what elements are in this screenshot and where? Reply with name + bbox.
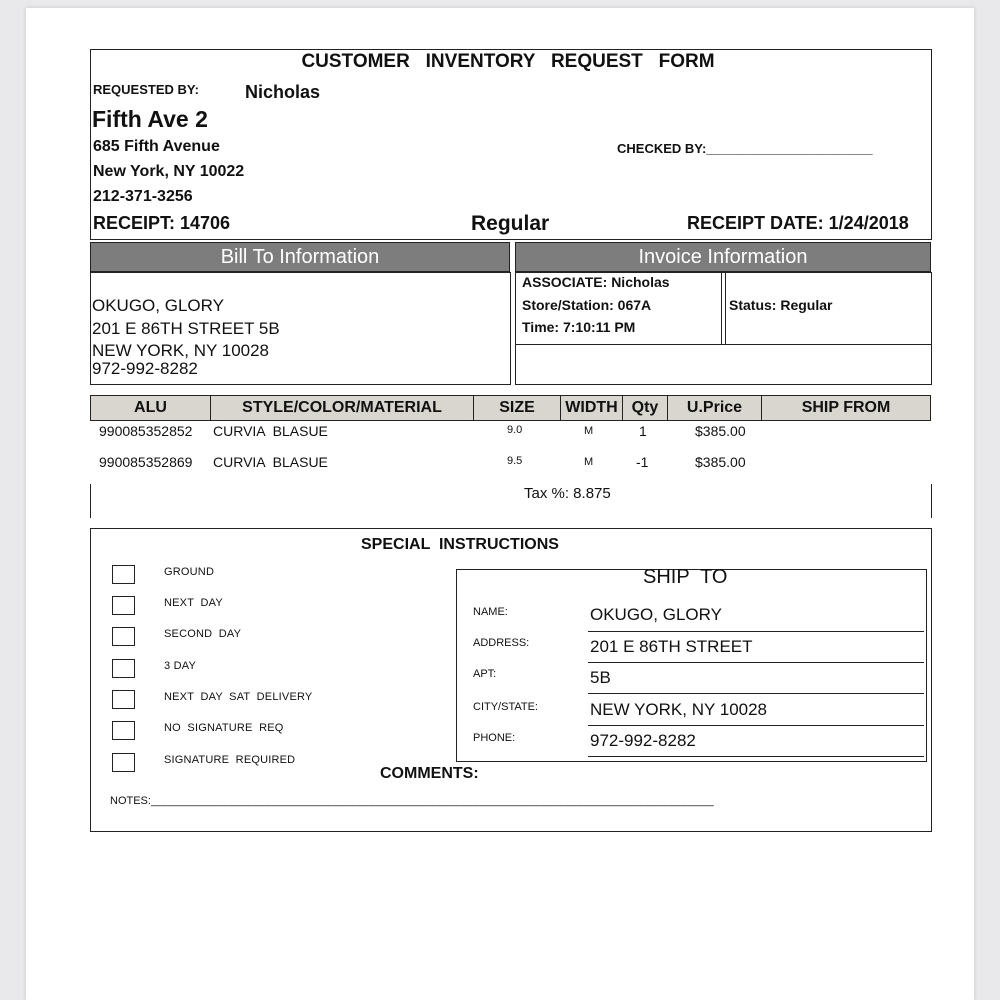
checkbox-signature-required[interactable] — [112, 753, 135, 772]
requested-by-value: Nicholas — [245, 82, 321, 102]
bill-to-header: Bill To Information — [90, 242, 510, 272]
option-label: SIGNATURE REQUIRED — [164, 754, 296, 766]
checkbox-no-signature[interactable] — [112, 721, 135, 740]
ship-city-label: CITY/STATE: — [473, 701, 538, 713]
row-price: $385.00 — [695, 454, 746, 470]
receipt-type: Regular — [471, 212, 550, 235]
checked-by: CHECKED BY:_______________________ — [617, 141, 873, 156]
invoice-divider-h — [515, 344, 932, 345]
checkbox-next-day[interactable] — [112, 596, 135, 615]
ship-phone-label: PHONE: — [473, 732, 516, 744]
row-style: CURVIA BLASUE — [213, 454, 328, 470]
tax-rate: Tax %: 8.875 — [524, 485, 611, 502]
ship-city: NEW YORK, NY 10028 — [590, 700, 768, 719]
invoice-header: Invoice Information — [515, 242, 931, 272]
notes-line: NOTES:____________________________________________________________________________________________ — [110, 795, 714, 807]
invoice-station: Store/Station: 067A — [522, 297, 652, 313]
checkbox-next-day-sat[interactable] — [112, 690, 135, 709]
table-right-edge — [931, 484, 932, 518]
ship-to-title: SHIP TO — [643, 566, 728, 588]
bill-to-street: 201 E 86TH STREET 5B — [92, 319, 280, 338]
ship-apt: 5B — [590, 668, 611, 687]
invoice-status: Status: Regular — [729, 297, 833, 313]
col-header-qty: Qty — [623, 395, 668, 421]
ship-name: OKUGO, GLORY — [590, 605, 722, 624]
row-alu: 990085352869 — [99, 454, 193, 470]
col-header-ship-from: SHIP FROM — [762, 395, 931, 421]
row-qty: -1 — [636, 454, 649, 470]
store-phone: 212-371-3256 — [93, 188, 193, 205]
row-price: $385.00 — [695, 423, 746, 439]
option-label: GROUND — [164, 566, 215, 578]
requested-by-label: REQUESTED BY: — [93, 82, 199, 97]
receipt-date: RECEIPT DATE: 1/24/2018 — [687, 213, 909, 233]
store-name: Fifth Ave 2 — [92, 106, 208, 132]
row-width: M — [584, 456, 594, 468]
ship-address-label: ADDRESS: — [473, 637, 530, 649]
form-title: CUSTOMER INVENTORY REQUEST FORM — [301, 51, 715, 72]
ship-phone-line — [588, 756, 924, 757]
checkbox-3-day[interactable] — [112, 659, 135, 678]
invoice-time: Time: 7:10:11 PM — [522, 319, 636, 335]
ship-city-line — [588, 725, 924, 726]
row-width: M — [584, 425, 594, 437]
row-size: 9.5 — [507, 455, 523, 467]
invoice-associate: ASSOCIATE: Nicholas — [522, 274, 670, 290]
ship-phone: 972-992-8282 — [590, 731, 696, 750]
option-label: NEXT DAY — [164, 597, 223, 609]
store-city: New York, NY 10022 — [93, 163, 245, 180]
col-header-alu: ALU — [90, 395, 211, 421]
option-label: 3 DAY — [164, 660, 196, 672]
row-qty: 1 — [639, 423, 647, 439]
special-instructions-title: SPECIAL INSTRUCTIONS — [361, 536, 559, 553]
col-header-style: STYLE/COLOR/MATERIAL — [211, 395, 474, 421]
row-style: CURVIA BLASUE — [213, 423, 328, 439]
col-header-size: SIZE — [474, 395, 561, 421]
ship-apt-line — [588, 693, 924, 694]
store-address: 685 Fifth Avenue — [93, 138, 220, 155]
col-header-price: U.Price — [668, 395, 762, 421]
ship-address-line — [588, 662, 924, 663]
comments-label: COMMENTS: — [380, 765, 479, 782]
ship-address: 201 E 86TH STREET — [590, 637, 753, 656]
option-label: NO SIGNATURE REQ — [164, 722, 284, 734]
bill-to-city: NEW YORK, NY 10028 — [92, 341, 270, 360]
col-header-width: WIDTH — [561, 395, 623, 421]
invoice-divider-v — [721, 272, 722, 344]
table-left-edge — [90, 484, 91, 518]
ship-apt-label: APT: — [473, 668, 497, 680]
invoice-divider-v2 — [725, 272, 726, 344]
checkbox-ground[interactable] — [112, 565, 135, 584]
receipt-number: RECEIPT: 14706 — [93, 213, 231, 233]
row-alu: 990085352852 — [99, 423, 193, 439]
checkbox-second-day[interactable] — [112, 627, 135, 646]
row-size: 9.0 — [507, 424, 523, 436]
ship-name-label: NAME: — [473, 606, 508, 618]
bill-to-name: OKUGO, GLORY — [92, 296, 224, 315]
bill-to-phone: 972-992-8282 — [92, 359, 198, 378]
option-label: SECOND DAY — [164, 628, 242, 640]
ship-name-line — [588, 631, 924, 632]
option-label: NEXT DAY SAT DELIVERY — [164, 691, 313, 703]
